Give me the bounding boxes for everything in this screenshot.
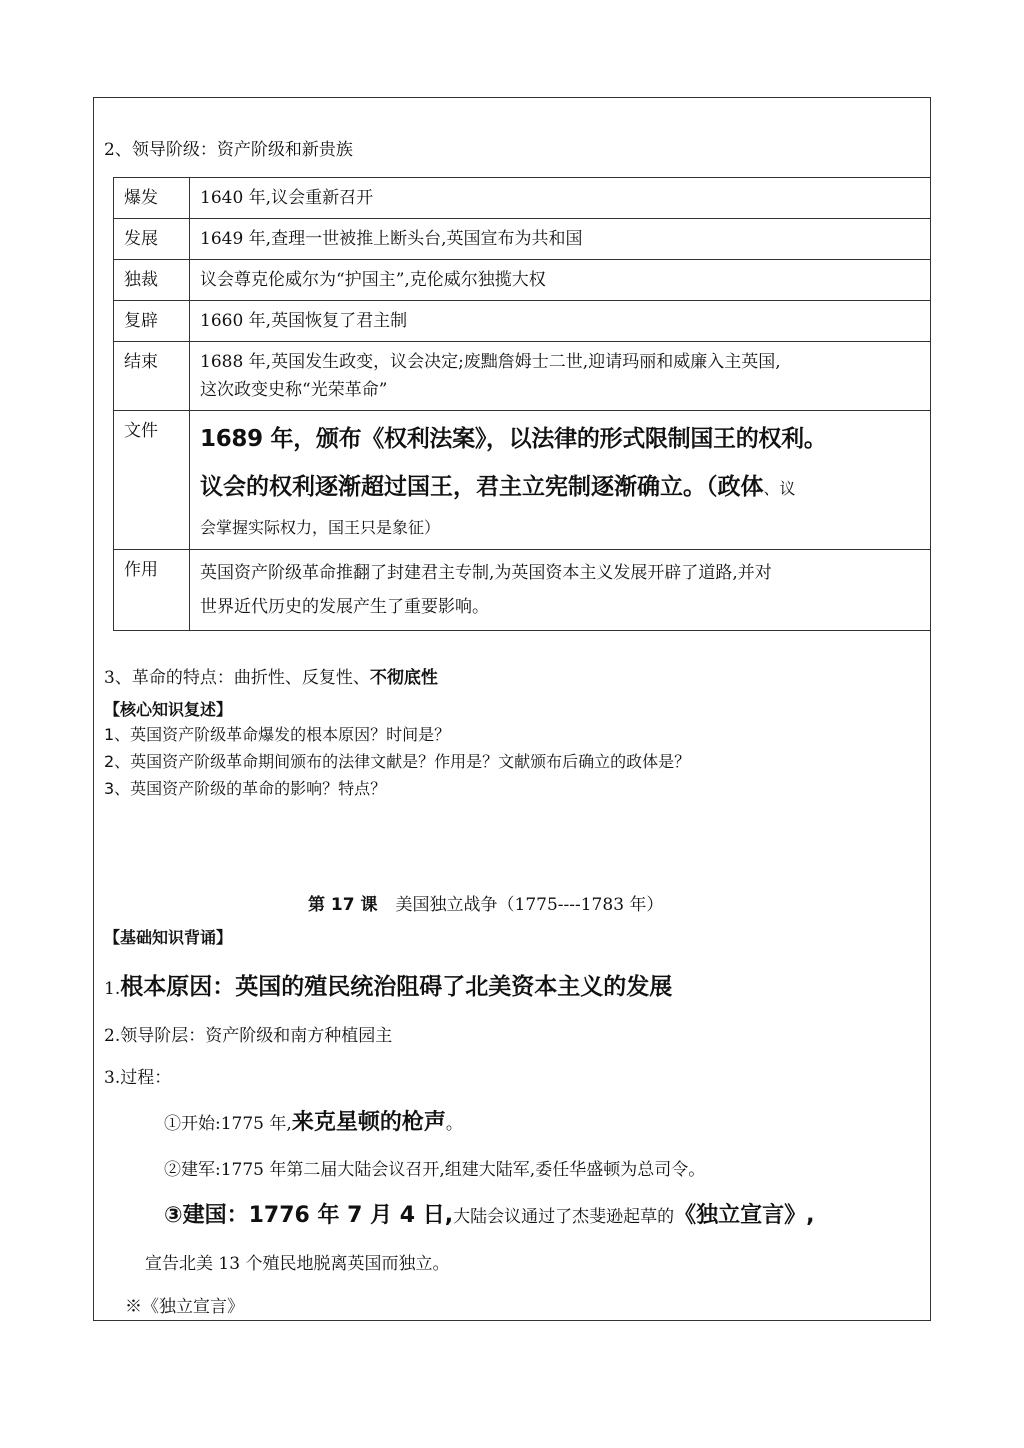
stage-label: 文件 <box>114 411 190 550</box>
review-question: 2、英国资产阶级革命期间颁布的法律文献是？作用是？文献颁布后确立的政体是？ <box>104 752 691 771</box>
basic-heading: 【基础知识背诵】 <box>104 928 233 947</box>
process-item: ②建军:1775 年第二届大陆会议召开,组建大陆军,委任华盛顿为总司令。 <box>164 1160 706 1180</box>
note-text: ※《独立宣言》 <box>125 1297 244 1317</box>
stage-desc: 1640 年,议会重新召开 <box>190 178 931 219</box>
stage-label: 结束 <box>114 342 190 411</box>
process-item <box>164 1198 815 1229</box>
document-desc <box>190 411 931 550</box>
process-item-label: ①开始:1775 年, <box>164 1114 292 1134</box>
table-row <box>114 411 931 550</box>
stage-desc: 1649 年,查理一世被推上断头台,英国宣布为共和国 <box>190 219 931 260</box>
document-line: 1689 年，颁布《权利法案》，以法律的形式限制国王的权利。 <box>200 426 827 452</box>
cause-content: 根本原因：英国的殖民统治阻碍了北美资本主义的发展 <box>120 974 673 1000</box>
process-heading: 3.过程： <box>104 1068 172 1088</box>
review-question: 1、英国资产阶级革命爆发的根本原因？时间是？ <box>104 725 451 744</box>
leading-class-text: 2、领导阶级：资产阶级和新贵族 <box>104 140 353 160</box>
process-item-continued: 宣告北美 13 个殖民地脱离英国而独立。 <box>145 1254 450 1274</box>
process-item-emphasis: ③建国：1776 年 7 月 4 日, <box>164 1203 454 1228</box>
process-item <box>164 1105 463 1136</box>
stage-desc-line: 英国资产阶级革命推翻了封建君主专制,为英国资本主义发展开辟了道路,并对 <box>200 563 772 583</box>
features-emphasis: 不彻底性 <box>369 668 438 688</box>
table-row <box>114 550 931 631</box>
process-item-punct: 。 <box>445 1114 463 1134</box>
revolution-stages-table <box>113 177 931 631</box>
process-item-emphasis: 来克星顿的枪声 <box>291 1110 446 1135</box>
table-row <box>114 260 931 301</box>
stage-label: 独裁 <box>114 260 190 301</box>
cause-text <box>104 968 672 1001</box>
stage-label: 发展 <box>114 219 190 260</box>
document-text-bold: 议会的权利逐渐超过国王，君主立宪制逐渐确立。（政体 <box>200 474 764 500</box>
lesson-number: 第 17 课 <box>308 895 378 915</box>
lesson-title <box>308 890 663 915</box>
stage-desc-line: 这次政变史称“光荣革命” <box>200 380 388 400</box>
table-row <box>114 178 931 219</box>
leader-text: 2.领导阶层：资产阶级和南方种植园主 <box>104 1026 393 1046</box>
review-heading: 【核心知识复述】 <box>104 700 233 719</box>
stage-label: 复辟 <box>114 301 190 342</box>
features-text <box>104 663 438 688</box>
review-question: 3、英国资产阶级的革命的影响？特点？ <box>104 779 387 798</box>
document-text-small: 、议 <box>763 479 796 498</box>
table-row <box>114 342 931 411</box>
process-item-emphasis: 《独立宣言》, <box>674 1203 815 1228</box>
stage-desc: 1660 年,英国恢复了君主制 <box>190 301 931 342</box>
features-label: 3、革命的特点：曲折性、反复性、 <box>104 668 370 688</box>
stage-desc: 议会尊克伦威尔为“护国主”,克伦威尔独揽大权 <box>190 260 931 301</box>
stage-desc-line: 世界近代历史的发展产生了重要影响。 <box>200 597 489 617</box>
table-row <box>114 219 931 260</box>
stage-desc <box>190 550 931 631</box>
lesson-name: 美国独立战争（1775----1783 年） <box>395 895 664 915</box>
cause-number: 1. <box>104 979 121 999</box>
process-item-text: 大陆会议通过了杰斐逊起草的 <box>453 1207 675 1227</box>
stage-label: 爆发 <box>114 178 190 219</box>
document-line <box>200 463 920 511</box>
stage-label: 作用 <box>114 550 190 631</box>
stage-desc-line: 1688 年,英国发生政变，议会决定;废黜詹姆士二世,迎请玛丽和威廉入主英国, <box>200 352 781 372</box>
document-line: 会掌握实际权力，国王只是象征） <box>200 518 441 537</box>
stage-desc <box>190 342 931 411</box>
table-row <box>114 301 931 342</box>
